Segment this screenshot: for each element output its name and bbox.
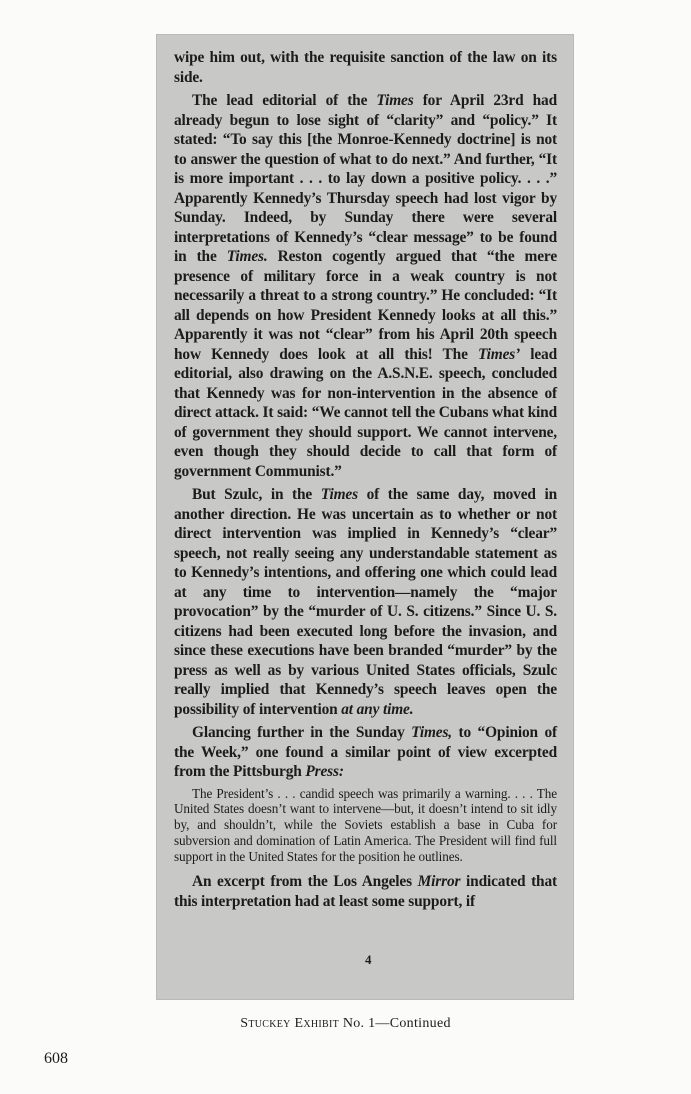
paragraph-text: indicated that this interpretation had at least some support, if [174,873,557,910]
exhibit-caption [0,1016,691,1032]
italic-title: Times [376,92,414,109]
italic-emphasis: at any time. [341,700,414,718]
paragraph-text: lead editorial, also drawing on the A.S.N.E. speech, concluded that Kennedy was for non-intervention in the absence of direct attack. It said: “We cannot tell the Cubans what kind of government they should support. We cannot intervene, even though they should decide to call that form of government Communist.” [174,345,557,480]
paragraph [174,485,557,719]
paragraph-text: But Szulc, in the [192,486,321,503]
paragraph [174,872,557,911]
italic-title: Times’ [477,345,521,363]
paragraph-text: The lead editorial of the [192,92,377,109]
paragraph-text: An excerpt from the Los Angeles [192,873,418,891]
italic-title: Mirror [417,873,461,891]
italic-title: Times. [226,248,268,265]
paragraph-text: of the same day, moved in another direction. He was uncertain as to whether or not direct intervention was implied in Kennedy’s “clear” speech, not really seeing any understandable statement as to Kennedy’s intentions, and offering one which could lead at any time to intervention—namely the “major provocation” by the “murder of U. S. citizens.” Since U. S. citizens had been executed long before the invasion, and since these executions have been branded “murder” by the press as well as by various United States officials, Szulc really implied that Kennedy’s speech leaves open the possibility of intervention [174,486,557,718]
paragraph-text: wipe him out, with the requisite sanction of the law on its side. [174,49,557,86]
caption-smallcaps: Stuckey Exhibit [240,1016,340,1031]
paragraph-text: for April 23rd had already begun to lose sight of “clarity” and “policy.” It stated: “To say this [the Monroe-Kennedy doctrine] is not to answer the question of what to do next.” And further, “It is more important . . . to lay down a positive policy. . . .” Apparently Kennedy’s Thursday speech had lost vigor by Sunday. Indeed, by Sunday there were several interpretations of Kennedy’s “clear message” to be found in the [174,92,557,265]
italic-title: Times, [411,724,452,741]
block-quote: The President’s . . . candid speech was primarily a warning. . . . The United States doesn’t want to intervene—but, it doesn’t intend to sit idly by, and shouldn’t, while the Soviets establish a base in Cuba for subversion and domination of Latin America. The President will find full support in the United States for the position he outlines. [174,785,557,864]
paragraph-text: Glancing further in the Sunday [192,724,412,741]
paragraph [174,91,557,481]
italic-title: Press: [305,763,344,780]
page-folio-number: 608 [44,1050,68,1067]
paragraph-text: Reston cogently argued that “the mere presence of military force in a weak country is not necessarily a threat to a strong country.” He concluded: “It all depends on how President Kennedy looks at all this.” Apparently it was not “clear” from his April 20th speech how Kennedy does look at all this! The [174,248,557,363]
paragraph [174,48,557,87]
paragraph [174,723,557,782]
clipping-text-column [174,48,557,915]
paragraph-text: to “Opinion of the Week,” one found a similar point of view excerpted from the Pittsburgh [174,724,557,780]
italic-title: Times [320,486,358,503]
caption-rest: No. 1—Continued [339,1016,451,1031]
clipping-page-number: 4 [365,952,372,967]
